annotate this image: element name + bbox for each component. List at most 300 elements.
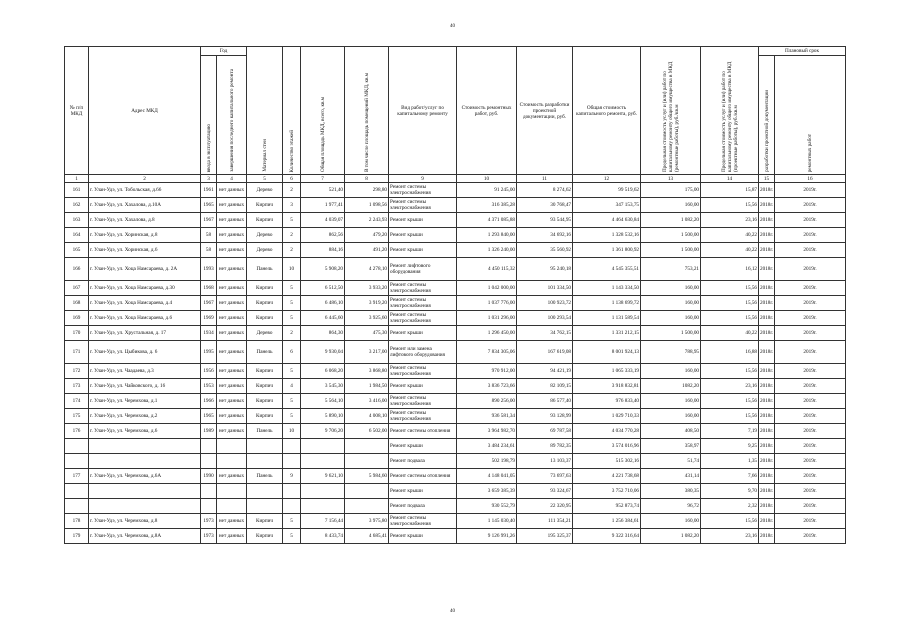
total-cost-cell: 4 034 770,28 xyxy=(573,424,641,439)
floors-cell: 5 xyxy=(283,394,301,409)
design-cost-cell: 34 692,16 xyxy=(517,228,573,243)
column-number: 3 xyxy=(201,175,217,183)
total-cost-cell: 347 153,75 xyxy=(573,198,641,213)
empty-cell xyxy=(65,454,89,469)
wall-material-cell: Кирпич xyxy=(247,529,283,544)
empty-cell xyxy=(65,499,89,514)
repair-cost-cell: 1 037 776,00 xyxy=(457,296,517,311)
floors-cell: 2 xyxy=(283,228,301,243)
premises-area-cell: 3 416,00 xyxy=(345,394,389,409)
limit-design-cell: 40,22 xyxy=(701,243,759,258)
total-cost-cell: 4 221 738,68 xyxy=(573,469,641,484)
limit-repair-cell: 160,00 xyxy=(641,281,701,296)
plan-design-cell: 2018г. xyxy=(759,394,775,409)
row-number: 177 xyxy=(65,469,89,484)
plan-repair-cell: 2019г. xyxy=(775,311,846,326)
plan-design-cell: 2018г. xyxy=(759,379,775,394)
empty-cell xyxy=(345,439,389,454)
wall-material-cell: Кирпич xyxy=(247,364,283,379)
plan-repair-cell: 2019г. xyxy=(775,394,846,409)
design-cost-cell: 100 293,54 xyxy=(517,311,573,326)
total-area-cell: 6 068,20 xyxy=(301,364,345,379)
commission-year-cell: 1990 xyxy=(201,469,217,484)
limit-repair-cell: 1 082,20 xyxy=(641,529,701,544)
design-cost-cell: 93 128,99 xyxy=(517,409,573,424)
last-repair-year-cell: нет данных xyxy=(217,183,247,198)
design-cost-cell: 89 782,35 xyxy=(517,439,573,454)
plan-repair-cell: 2019г. xyxy=(775,296,846,311)
total-area-cell: 1 977,41 xyxy=(301,198,345,213)
work-type-cell: Ремонт системы электроснабжения xyxy=(389,281,457,296)
row-number: 176 xyxy=(65,424,89,439)
design-cost-cell: 82 109,15 xyxy=(517,379,573,394)
last-repair-year-cell: нет данных xyxy=(217,311,247,326)
table-row xyxy=(65,213,846,228)
address-cell: г. Улан-Удэ, ул. Цыбикова, д. 6 xyxy=(89,341,201,364)
limit-repair-cell: 160,00 xyxy=(641,364,701,379)
plan-design-cell: 2018г. xyxy=(759,514,775,529)
work-type-cell: Ремонт крыши xyxy=(389,326,457,341)
design-cost-cell: 69 787,58 xyxy=(517,424,573,439)
empty-cell xyxy=(201,439,217,454)
last-repair-year-cell: нет данных xyxy=(217,243,247,258)
wall-material-cell: Кирпич xyxy=(247,409,283,424)
column-number: 15 xyxy=(759,175,775,183)
limit-repair-cell: 160,00 xyxy=(641,198,701,213)
wall-material-cell: Кирпич xyxy=(247,296,283,311)
wall-material-cell: Дерево xyxy=(247,183,283,198)
last-repair-year-cell: нет данных xyxy=(217,424,247,439)
limit-repair-cell: 175,00 xyxy=(641,183,701,198)
page-number-bottom: 40 xyxy=(450,609,455,614)
address-cell: г. Улан-Удэ, ул. Хахалова, д.8 xyxy=(89,213,201,228)
table-row xyxy=(65,484,846,499)
limit-repair-cell: 1 500,00 xyxy=(641,228,701,243)
premises-area-cell: 6 502,00 xyxy=(345,424,389,439)
total-cost-cell: 3 918 832,81 xyxy=(573,379,641,394)
limit-repair-cell: 160,00 xyxy=(641,409,701,424)
empty-cell xyxy=(247,439,283,454)
work-type-cell: Ремонт крыши xyxy=(389,529,457,544)
design-cost-cell: 111 354,21 xyxy=(517,514,573,529)
floors-cell: 5 xyxy=(283,364,301,379)
commission-year-cell: 1934 xyxy=(201,326,217,341)
limit-design-cell: 15,56 xyxy=(701,296,759,311)
empty-cell xyxy=(201,499,217,514)
work-type-cell: Ремонт крыши xyxy=(389,439,457,454)
floors-cell: 3 xyxy=(283,198,301,213)
table-row xyxy=(65,198,846,213)
total-area-cell: 5 908,20 xyxy=(301,258,345,281)
header-design-cost: Стоимость разработки проектной документации, руб. xyxy=(517,47,573,175)
repair-cost-cell: 1 326 240,00 xyxy=(457,243,517,258)
premises-area-cell: 1 984,50 xyxy=(345,379,389,394)
work-type-cell: Ремонт системы электроснабжения xyxy=(389,514,457,529)
last-repair-year-cell: нет данных xyxy=(217,326,247,341)
work-type-cell: Ремонт системы отопления xyxy=(389,469,457,484)
plan-design-cell: 2018г. xyxy=(759,439,775,454)
row-number: 169 xyxy=(65,311,89,326)
empty-cell xyxy=(89,484,201,499)
plan-repair-cell: 2019г. xyxy=(775,364,846,379)
repair-plan-table xyxy=(64,46,846,544)
table-row xyxy=(65,454,846,469)
table-body xyxy=(65,183,846,544)
limit-repair-cell: 51,74 xyxy=(641,454,701,469)
table-row xyxy=(65,258,846,281)
header-address: Адрес МКД xyxy=(89,47,201,175)
design-cost-cell: 73 697,63 xyxy=(517,469,573,484)
work-type-cell: Ремонт крыши xyxy=(389,243,457,258)
empty-cell xyxy=(217,499,247,514)
total-cost-cell: 952 873,74 xyxy=(573,499,641,514)
commission-year-cell: 1973 xyxy=(201,529,217,544)
address-cell: г. Улан-Удэ, ул. Черемхова, д.2 xyxy=(89,409,201,424)
repair-cost-cell: 970 912,00 xyxy=(457,364,517,379)
total-cost-cell: 9 322 316,64 xyxy=(573,529,641,544)
address-cell: г. Улан-Удэ, ул. Хахалова, д.10А xyxy=(89,198,201,213)
repair-cost-cell: 3 484 234,61 xyxy=(457,439,517,454)
limit-repair-cell: 788,95 xyxy=(641,341,701,364)
commission-year-cell: 1993 xyxy=(201,258,217,281)
total-area-cell: 6 512,50 xyxy=(301,281,345,296)
total-cost-cell: 1 256 384,61 xyxy=(573,514,641,529)
total-cost-cell: 8 001 924,13 xyxy=(573,341,641,364)
limit-design-cell: 15,87 xyxy=(701,183,759,198)
row-number: 163 xyxy=(65,213,89,228)
limit-design-cell: 15,56 xyxy=(701,409,759,424)
plan-design-cell: 2018г. xyxy=(759,183,775,198)
commission-year-cell: 1966 xyxy=(201,394,217,409)
total-area-cell: 862,56 xyxy=(301,228,345,243)
limit-design-cell: 15,56 xyxy=(701,281,759,296)
column-number: 10 xyxy=(457,175,517,183)
plan-repair-cell: 2019г. xyxy=(775,281,846,296)
limit-repair-cell: 160,00 xyxy=(641,514,701,529)
plan-repair-cell: 2019г. xyxy=(775,424,846,439)
column-number: 8 xyxy=(345,175,389,183)
empty-cell xyxy=(301,484,345,499)
address-cell: г. Улан-Удэ, ул. Черемхова, д.1 xyxy=(89,394,201,409)
commission-year-cell: 1973 xyxy=(201,514,217,529)
repair-cost-cell: 3 964 982,70 xyxy=(457,424,517,439)
header-total-cost: Общая стоимость капитального ремонта, руб. xyxy=(573,47,641,175)
last-repair-year-cell: нет данных xyxy=(217,198,247,213)
table-row xyxy=(65,243,846,258)
total-area-cell: 9 706,20 xyxy=(301,424,345,439)
table-row xyxy=(65,311,846,326)
table-row xyxy=(65,439,846,454)
table-row xyxy=(65,409,846,424)
total-area-cell: 884,16 xyxy=(301,243,345,258)
row-number: 168 xyxy=(65,296,89,311)
address-cell: г. Улан-Удэ, ул. Черемхова, д.6 xyxy=(89,424,201,439)
floors-cell: 10 xyxy=(283,258,301,281)
work-type-cell: Ремонт системы электроснабжения xyxy=(389,311,457,326)
wall-material-cell: Кирпич xyxy=(247,198,283,213)
work-type-cell: Ремонт системы электроснабжения xyxy=(389,183,457,198)
limit-design-cell: 1,35 xyxy=(701,454,759,469)
repair-cost-cell: 502 198,79 xyxy=(457,454,517,469)
floors-cell: 9 xyxy=(283,469,301,484)
header-last-repair-year: завершения последнего капитального ремонта xyxy=(217,56,247,175)
plan-design-cell: 2018г. xyxy=(759,198,775,213)
design-cost-cell: 95 240,18 xyxy=(517,258,573,281)
empty-cell xyxy=(247,454,283,469)
total-cost-cell: 515 302,16 xyxy=(573,454,641,469)
row-number: 174 xyxy=(65,394,89,409)
work-type-cell: Ремонт крыши xyxy=(389,484,457,499)
wall-material-cell: Кирпич xyxy=(247,281,283,296)
empty-cell xyxy=(89,499,201,514)
empty-cell xyxy=(283,454,301,469)
commission-year-cell: 1953 xyxy=(201,379,217,394)
last-repair-year-cell: нет данных xyxy=(217,258,247,281)
work-type-cell: Ремонт подвала xyxy=(389,499,457,514)
floors-cell: 2 xyxy=(283,243,301,258)
premises-area-cell: 3 933,20 xyxy=(345,281,389,296)
address-cell: г. Улан-Удэ, ул. Хоца Намсараева, д.30 xyxy=(89,281,201,296)
column-number: 6 xyxy=(283,175,301,183)
address-cell: г. Улан-Удэ, ул. Чайковского, д. 16 xyxy=(89,379,201,394)
premises-area-cell: 4 685,41 xyxy=(345,529,389,544)
plan-design-cell: 2018г. xyxy=(759,409,775,424)
total-cost-cell: 99 519,62 xyxy=(573,183,641,198)
plan-design-cell: 2018г. xyxy=(759,469,775,484)
table-row xyxy=(65,326,846,341)
repair-cost-cell: 4 371 085,88 xyxy=(457,213,517,228)
floors-cell: 5 xyxy=(283,213,301,228)
limit-design-cell: 15,56 xyxy=(701,311,759,326)
commission-year-cell: 1967 xyxy=(201,213,217,228)
repair-cost-cell: 1 042 000,00 xyxy=(457,281,517,296)
premises-area-cell: 3 975,80 xyxy=(345,514,389,529)
work-type-cell: Ремонт крыши xyxy=(389,213,457,228)
table-row xyxy=(65,469,846,484)
floors-cell: 6 xyxy=(283,341,301,364)
commission-year-cell: 1989 xyxy=(201,424,217,439)
table-row xyxy=(65,281,846,296)
total-area-cell: 3 545,30 xyxy=(301,379,345,394)
row-number: 175 xyxy=(65,409,89,424)
table-row xyxy=(65,183,846,198)
header-plan-group: Плановый срок xyxy=(759,47,846,56)
floors-cell: 5 xyxy=(283,514,301,529)
floors-cell: 5 xyxy=(283,529,301,544)
premises-area-cell: 3 217,00 xyxy=(345,341,389,364)
header-year-group: Год xyxy=(201,47,247,56)
commission-year-cell: 1995 xyxy=(201,341,217,364)
plan-repair-cell: 2019г. xyxy=(775,198,846,213)
limit-design-cell: 15,56 xyxy=(701,394,759,409)
repair-cost-cell: 1 296 450,00 xyxy=(457,326,517,341)
table-row xyxy=(65,424,846,439)
column-number: 14 xyxy=(701,175,759,183)
total-area-cell: 6 486,10 xyxy=(301,296,345,311)
total-cost-cell: 1 143 334,50 xyxy=(573,281,641,296)
total-cost-cell: 1 029 710,33 xyxy=(573,409,641,424)
column-number: 4 xyxy=(217,175,247,183)
limit-design-cell: 7,19 xyxy=(701,424,759,439)
design-cost-cell: 86 577,40 xyxy=(517,394,573,409)
row-number: 166 xyxy=(65,258,89,281)
empty-cell xyxy=(345,454,389,469)
plan-design-cell: 2018г. xyxy=(759,499,775,514)
plan-repair-cell: 2019г. xyxy=(775,243,846,258)
plan-repair-cell: 2019г. xyxy=(775,213,846,228)
total-area-cell: 8 433,74 xyxy=(301,529,345,544)
total-cost-cell: 1 065 333,19 xyxy=(573,364,641,379)
table-row xyxy=(65,364,846,379)
work-type-cell: Ремонт системы отопления xyxy=(389,424,457,439)
total-area-cell: 864,30 xyxy=(301,326,345,341)
total-area-cell: 521,40 xyxy=(301,183,345,198)
design-cost-cell: 94 421,19 xyxy=(517,364,573,379)
address-cell: г. Улан-Удэ, ул. Хоца Намсараева, д.4 xyxy=(89,296,201,311)
wall-material-cell: Панель xyxy=(247,341,283,364)
column-number: 12 xyxy=(573,175,641,183)
design-cost-cell: 22 320,95 xyxy=(517,499,573,514)
address-cell: г. Улан-Удэ, ул. Черемхова, д.6А xyxy=(89,469,201,484)
column-number-row xyxy=(65,175,846,183)
column-number: 2 xyxy=(89,175,201,183)
empty-cell xyxy=(201,454,217,469)
column-number: 9 xyxy=(389,175,457,183)
column-number: 16 xyxy=(775,175,846,183)
repair-cost-cell: 890 256,00 xyxy=(457,394,517,409)
repair-cost-cell: 4 450 115,32 xyxy=(457,258,517,281)
empty-cell xyxy=(345,484,389,499)
premises-area-cell: 5 984,60 xyxy=(345,469,389,484)
premises-area-cell: 475,30 xyxy=(345,326,389,341)
floors-cell: 5 xyxy=(283,409,301,424)
address-cell: г. Улан-Удэ, ул. Хрустальная, д. 17 xyxy=(89,326,201,341)
plan-repair-cell: 2019г. xyxy=(775,409,846,424)
work-type-cell: Ремонт системы электроснабжения xyxy=(389,394,457,409)
last-repair-year-cell: нет данных xyxy=(217,296,247,311)
column-number: 5 xyxy=(247,175,283,183)
plan-repair-cell: 2019г. xyxy=(775,379,846,394)
total-area-cell: 5 564,10 xyxy=(301,394,345,409)
commission-year-cell: 1969 xyxy=(201,311,217,326)
address-cell: г. Улан-Удэ, ул. Хоца Намсараева, д. 2А xyxy=(89,258,201,281)
floors-cell: 5 xyxy=(283,296,301,311)
limit-design-cell: 23,16 xyxy=(701,213,759,228)
header-floors: Количество этажей xyxy=(283,47,301,175)
plan-design-cell: 2018г. xyxy=(759,326,775,341)
floors-cell: 10 xyxy=(283,424,301,439)
plan-repair-cell: 2019г. xyxy=(775,341,846,364)
row-number: 178 xyxy=(65,514,89,529)
total-area-cell: 6 445,60 xyxy=(301,311,345,326)
total-cost-cell: 1 131 589,54 xyxy=(573,311,641,326)
page-number-top: 40 xyxy=(450,24,455,29)
design-cost-cell: 13 103,37 xyxy=(517,454,573,469)
address-cell: г. Улан-Удэ, ул. Хоца Намсараева, д.6 xyxy=(89,311,201,326)
repair-cost-cell: 9 126 991,26 xyxy=(457,529,517,544)
empty-cell xyxy=(89,454,201,469)
design-cost-cell: 8 274,62 xyxy=(517,183,573,198)
plan-design-cell: 2018г. xyxy=(759,424,775,439)
table-row xyxy=(65,379,846,394)
empty-cell xyxy=(283,499,301,514)
table-row xyxy=(65,529,846,544)
limit-repair-cell: 160,00 xyxy=(641,394,701,409)
work-type-cell: Ремонт системы электроснабжения xyxy=(389,409,457,424)
last-repair-year-cell: нет данных xyxy=(217,529,247,544)
limit-repair-cell: 408,50 xyxy=(641,424,701,439)
header-commission-year: ввода в эксплуатацию xyxy=(201,56,217,175)
total-cost-cell: 1 328 532,16 xyxy=(573,228,641,243)
address-cell: г. Улан-Удэ, ул. Хоринская, д.8 xyxy=(89,228,201,243)
plan-design-cell: 2018г. xyxy=(759,258,775,281)
total-cost-cell: 1 361 800,92 xyxy=(573,243,641,258)
total-cost-cell: 4 545 355,51 xyxy=(573,258,641,281)
row-number: 172 xyxy=(65,364,89,379)
total-cost-cell: 3 574 016,96 xyxy=(573,439,641,454)
plan-design-cell: 2018г. xyxy=(759,228,775,243)
last-repair-year-cell: нет данных xyxy=(217,514,247,529)
limit-repair-cell: 1082,20 xyxy=(641,379,701,394)
premises-area-cell: 1 098,56 xyxy=(345,198,389,213)
total-cost-cell: 4 464 630,84 xyxy=(573,213,641,228)
total-area-cell: 7 156,44 xyxy=(301,514,345,529)
floors-cell: 4 xyxy=(283,379,301,394)
limit-design-cell: 9,70 xyxy=(701,484,759,499)
premises-area-cell: 3 925,60 xyxy=(345,311,389,326)
wall-material-cell: Кирпич xyxy=(247,311,283,326)
plan-design-cell: 2018г. xyxy=(759,311,775,326)
limit-design-cell: 16,88 xyxy=(701,341,759,364)
address-cell: г. Улан-Удэ, ул. Хоринская, д.6 xyxy=(89,243,201,258)
table-row xyxy=(65,394,846,409)
work-type-cell: Ремонт крыши xyxy=(389,228,457,243)
total-cost-cell: 976 833,40 xyxy=(573,394,641,409)
last-repair-year-cell: нет данных xyxy=(217,341,247,364)
repair-cost-cell: 3 659 385,39 xyxy=(457,484,517,499)
column-number: 1 xyxy=(65,175,89,183)
empty-cell xyxy=(217,484,247,499)
commission-year-cell: 58 xyxy=(201,243,217,258)
empty-cell xyxy=(345,499,389,514)
plan-repair-cell: 2019г. xyxy=(775,469,846,484)
limit-design-cell: 23,16 xyxy=(701,379,759,394)
commission-year-cell: 1961 xyxy=(201,183,217,198)
design-cost-cell: 93 544,95 xyxy=(517,213,573,228)
plan-design-cell: 2018г. xyxy=(759,484,775,499)
design-cost-cell: 195 325,37 xyxy=(517,529,573,544)
premises-area-cell: 479,20 xyxy=(345,228,389,243)
premises-area-cell: 298,80 xyxy=(345,183,389,198)
last-repair-year-cell: нет данных xyxy=(217,281,247,296)
work-type-cell: Ремонт или замена лифтового оборудования xyxy=(389,341,457,364)
design-cost-cell: 101 334,50 xyxy=(517,281,573,296)
header-premises-area: В том числе площадь помещений МКД, кв.м xyxy=(345,47,389,175)
wall-material-cell: Дерево xyxy=(247,228,283,243)
table-row xyxy=(65,228,846,243)
wall-material-cell: Кирпич xyxy=(247,213,283,228)
limit-repair-cell: 358,97 xyxy=(641,439,701,454)
premises-area-cell: 4 278,10 xyxy=(345,258,389,281)
row-number: 167 xyxy=(65,281,89,296)
premises-area-cell: 2 243,93 xyxy=(345,213,389,228)
empty-cell xyxy=(301,439,345,454)
repair-cost-cell: 1 145 030,40 xyxy=(457,514,517,529)
limit-design-cell: 15,56 xyxy=(701,198,759,213)
repair-cost-cell: 930 552,79 xyxy=(457,499,517,514)
limit-design-cell: 15,56 xyxy=(701,364,759,379)
plan-design-cell: 2018г. xyxy=(759,529,775,544)
